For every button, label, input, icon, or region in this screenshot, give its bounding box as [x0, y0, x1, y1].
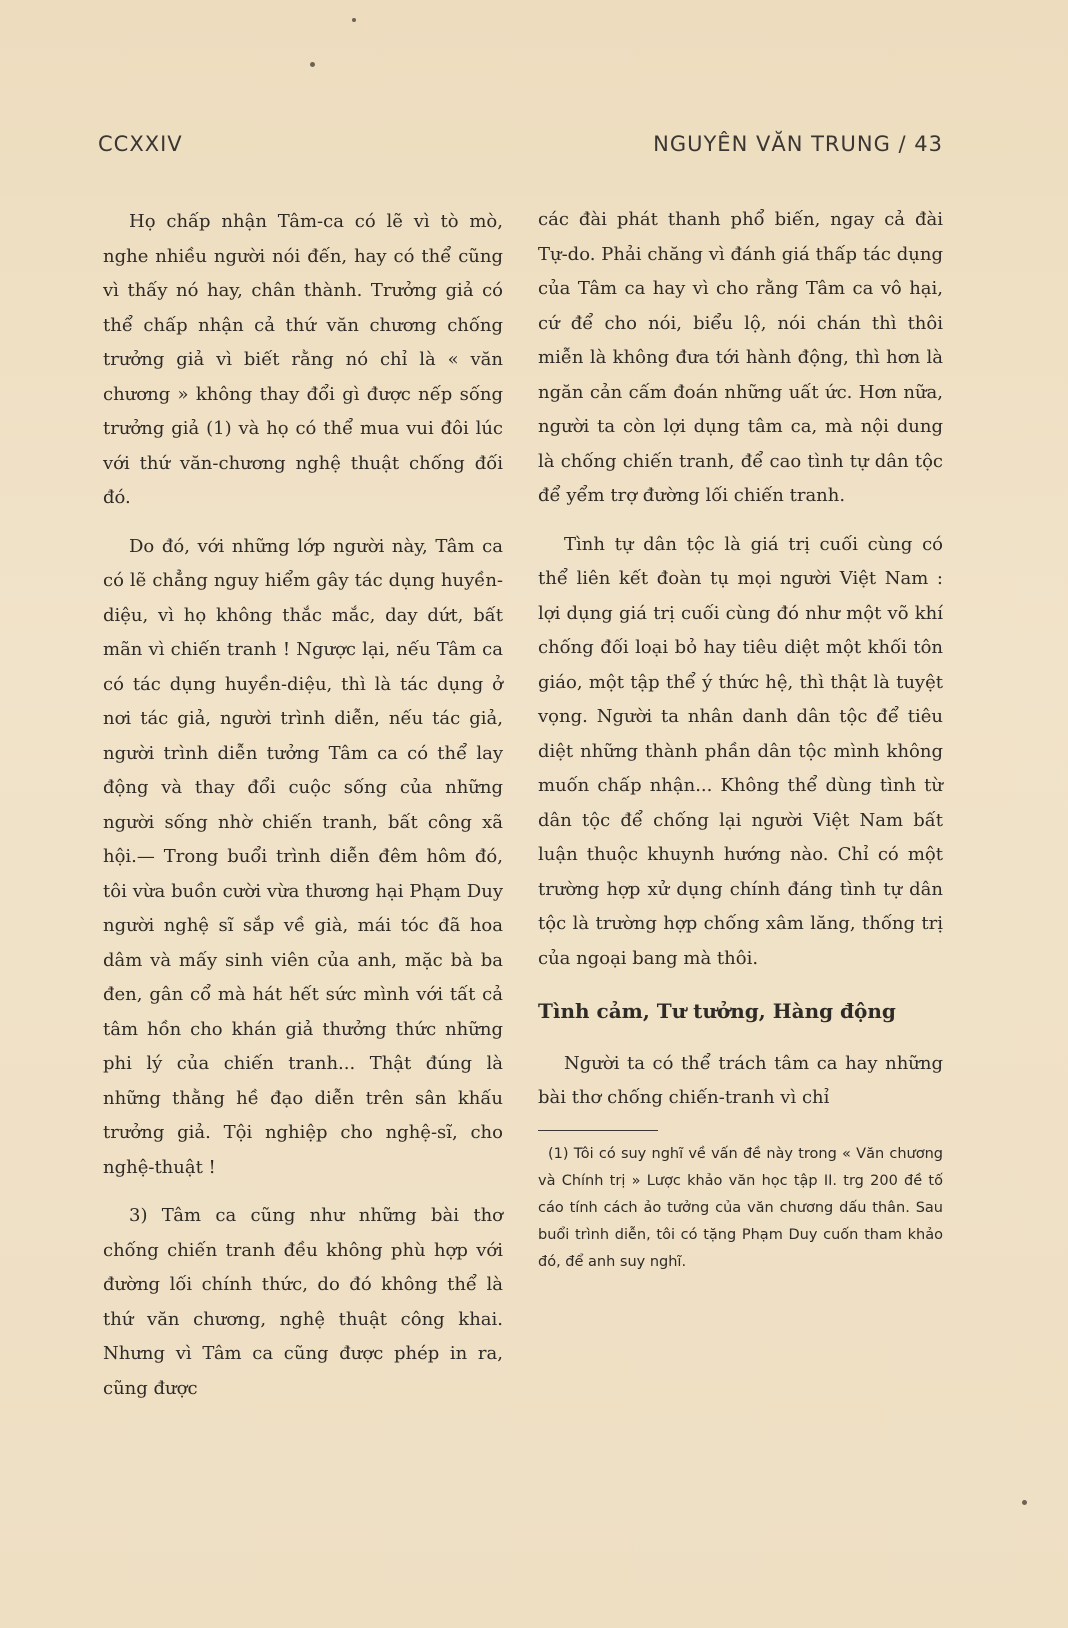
paragraph: Người ta có thể trách tâm ca hay những bài thơ chống chiến-tranh vì chỉ — [538, 1052, 943, 1108]
paragraph: 3) Tâm ca cũng như những bài thơ chống chiến tranh đều không phù hợp với đường lối chính thức, do đó không thể là thứ văn chương, nghệ thuật công khai. Nhưng vì Tâm ca cũng được phép in ra, cũng được — [103, 1205, 503, 1399]
ink-speck — [310, 62, 315, 67]
section-heading: Tình cảm, Tư tưởng, Hàng động — [538, 999, 896, 1023]
author-page-number: NGUYÊN VĂN TRUNG / 43 — [653, 132, 943, 156]
footnote-rule — [538, 1130, 658, 1131]
footnote — [538, 1141, 943, 1276]
paragraph: các đài phát thanh phổ biến, ngay cả đài Tự-do. Phải chăng vì đánh giá thấp tác dụng của Tâm ca hay vì cho rằng Tâm ca vô hại, cứ để cho nói, biểu lộ, nói chán thì thôi miễn là không đưa tới hành động, thì hơn là ngăn cản cấm đoán những uất ức. Hơn nữa, người ta còn lợi dụng tâm ca, mà nội dung là chống chiến tranh, để cao tình tự dân tộc để yểm trợ đường lối chiến tranh. — [538, 209, 943, 506]
paragraph: Họ chấp nhận Tâm-ca có lẽ vì tò mò, nghe nhiều người nói đến, hay có thể cũng vì thấy nó hay, chân thành. Trưởng giả có thể chấp nhận cả thứ văn chương chống trưởng giả vì biết rằng nó chỉ là « văn chương » không thay đổi gì được nếp sống trưởng giả (1) và họ có thể mua vui đôi lúc với thứ văn-chương nghệ thuật chống đối đó. — [103, 211, 503, 508]
ink-speck — [1022, 1500, 1027, 1505]
right-column — [538, 203, 943, 1276]
left-column — [103, 205, 503, 1420]
footnote-text: (1) Tôi có suy nghĩ về vấn đề này trong « Văn chương và Chính trị » Lược khảo văn học tập II. trg 200 đề tố cáo tính cách ảo tưởng của văn chương dấu thân. Sau buổi trình diễn, tôi có tặng Phạm Duy cuốn tham khảo đó, để anh suy nghĩ. — [538, 1145, 943, 1270]
paragraph: Do đó, với những lớp người này, Tâm ca có lẽ chẳng nguy hiểm gây tác dụng huyền-diệu, vì họ không thắc mắc, day dứt, bất mãn vì chiến tranh ! Ngược lại, nếu Tâm ca có tác dụng huyền-diệu, thì là tác dụng ở nơi tác giả, người trình diễn, nếu tác giả, người trình diễn tưởng Tâm ca có thể lay động và thay đổi cuộc sống của những người sống nhờ chiến tranh, bất công xã hội.— Trong buổi trình diễn đêm hôm đó, tôi vừa buồn cười vừa thương hại Phạm Duy người nghệ sĩ sắp về già, mái tóc đã hoa dâm và mấy sinh viên của anh, mặc bà ba đen, gân cổ mà hát hết sức mình với tất cả tâm hồn cho khán giả thưởng thức những phi lý của chiến tranh... Thật đúng là những thằng hề đạo diễn trên sân khấu trưởng giả. Tội nghiệp cho nghệ-sĩ, cho nghệ-thuật ! — [103, 535, 503, 1178]
paragraph: Tình tự dân tộc là giá trị cuối cùng có thể liên kết đoàn tụ mọi người Việt Nam : lợi dụng giá trị cuối cùng đó như một võ khí chống đối loại bỏ hay tiêu diệt một khối tôn giáo, một tập thể ý thức hệ, thì thật là tuyệt vọng. Người ta nhân danh dân tộc để tiêu diệt những thành phần dân tộc mình không muốn chấp nhận... Không thể dùng tình từ dân tộc để chống lại người Việt Nam bất luận thuộc khuynh hướng nào. Chỉ có một trường hợp xử dụng chính đáng tình tự dân tộc là trường hợp chống xâm lăng, thống trị của ngoại bang mà thôi. — [538, 533, 943, 969]
ink-speck — [352, 18, 356, 22]
volume-number: CCXXIV — [98, 132, 183, 156]
page-header — [98, 132, 943, 156]
